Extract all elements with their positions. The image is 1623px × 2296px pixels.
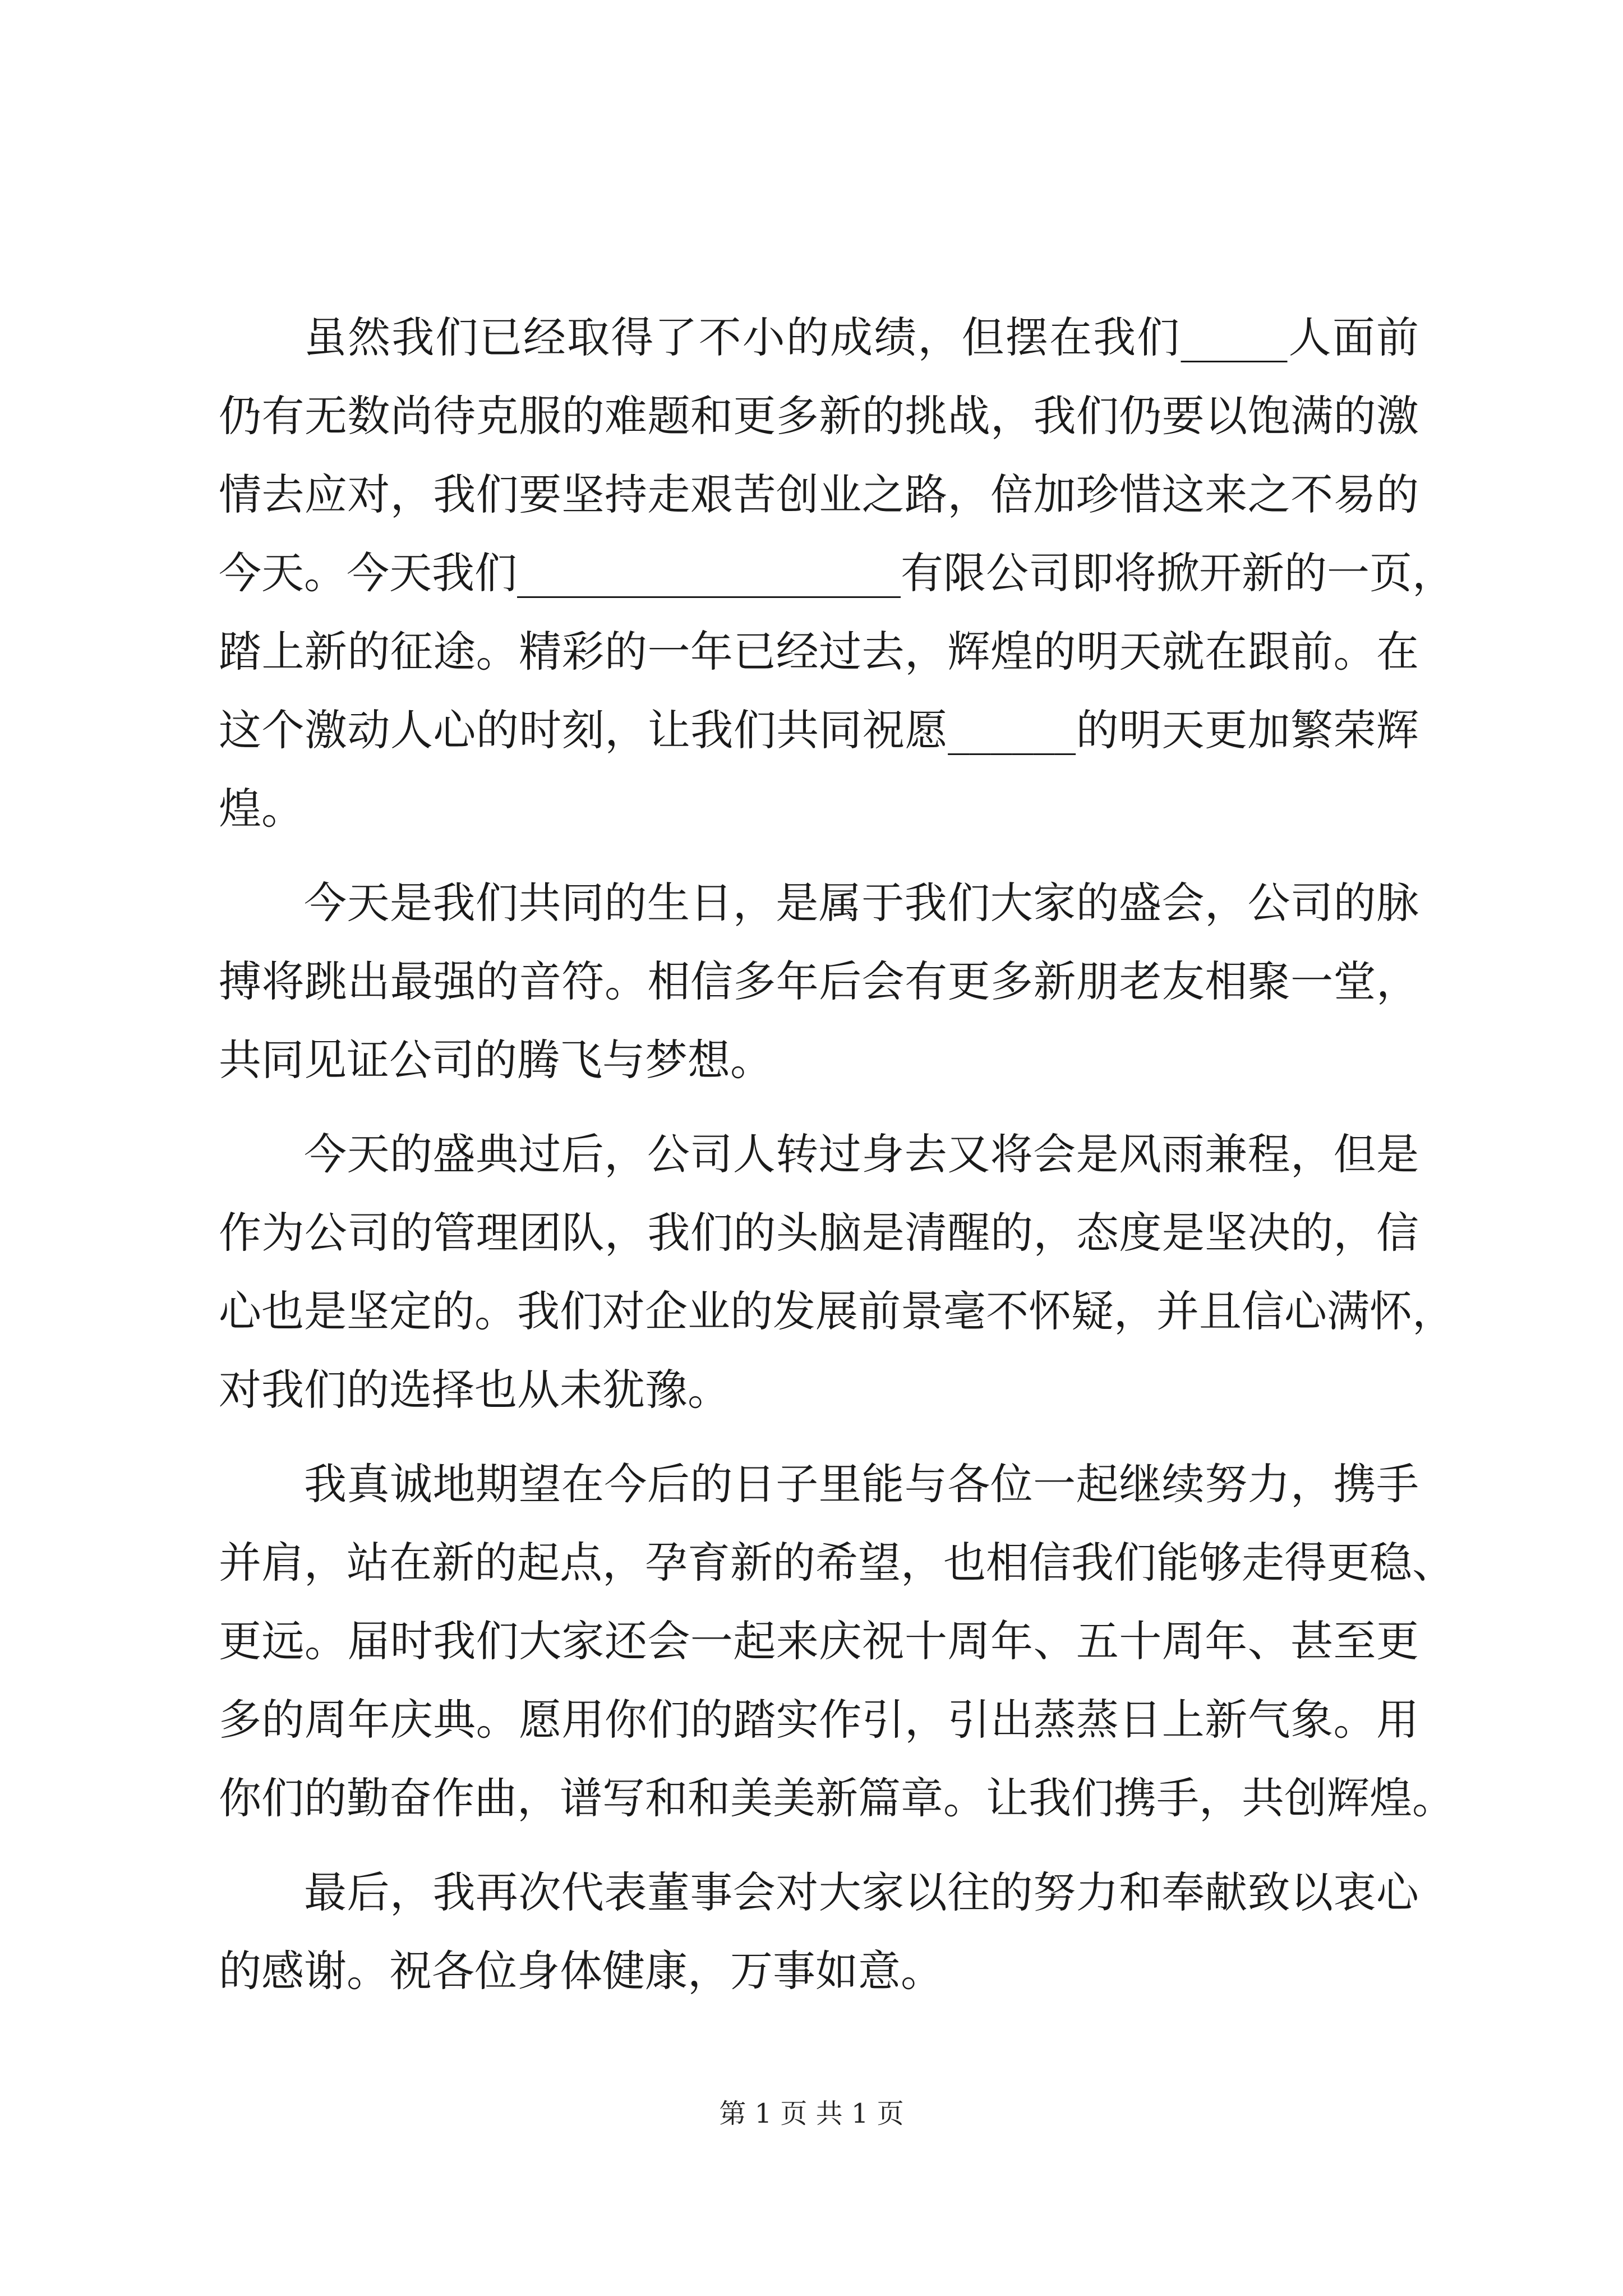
paragraph-line: 的感谢。祝各位身体健康，万事如意。 [219, 1946, 943, 1996]
paragraph-line: 虽然我们已经取得了不小的成绩，但摆在我们_____人面前 [304, 312, 1419, 362]
paragraph-5 [219, 1853, 1419, 2010]
paragraph-line: 对我们的选择也从未犹豫。 [219, 1365, 730, 1415]
paragraph-4 [219, 1445, 1455, 1838]
paragraph-line: 今天。今天我们__________________有限公司即将掀开新的一页， [219, 548, 1455, 598]
paragraph-line: 你们的勤奋作曲，谱写和和美美新篇章。让我们携手，共创辉煌。 [219, 1773, 1455, 1823]
paragraph-line: 这个激动人心的时刻，让我们共同祝愿______的明天更加繁荣辉 [219, 705, 1419, 755]
paragraph-line: 今天的盛典过后，公司人转过身去又将会是风雨兼程，但是 [304, 1129, 1419, 1179]
paragraph-line: 我真诚地期望在今后的日子里能与各位一起继续努力，携手 [304, 1459, 1419, 1509]
paragraph-line: 今天是我们共同的生日，是属于我们大家的盛会，公司的脉 [304, 878, 1419, 928]
paragraph-line: 更远。届时我们大家还会一起来庆祝十周年、五十周年、甚至更 [219, 1616, 1419, 1666]
paragraph-line: 仍有无数尚待克服的难题和更多新的挑战，我们仍要以饱满的激 [219, 391, 1419, 441]
document-body [219, 298, 1455, 2026]
paragraph-1 [219, 298, 1455, 848]
paragraph-line: 最后，我再次代表董事会对大家以往的努力和奉献致以衷心 [304, 1867, 1419, 1917]
paragraph-line: 踏上新的征途。精彩的一年已经过去，辉煌的明天就在跟前。在 [219, 627, 1419, 677]
paragraph-line: 多的周年庆典。愿用你们的踏实作引，引出蒸蒸日上新气象。用 [219, 1695, 1419, 1745]
paragraph-line: 煌。 [219, 784, 304, 834]
paragraph-line: 作为公司的管理团队，我们的头脑是清醒的，态度是坚决的，信 [219, 1208, 1419, 1258]
paragraph-line: 共同见证公司的腾飞与梦想。 [219, 1035, 773, 1085]
page-footer: 第 1 页 共 1 页 [719, 2098, 904, 2129]
paragraph-3 [219, 1115, 1455, 1429]
paragraph-line: 并肩，站在新的起点，孕育新的希望，也相信我们能够走得更稳、 [219, 1538, 1455, 1588]
paragraph-2 [219, 864, 1419, 1099]
paragraph-line: 搏将跳出最强的音符。相信多年后会有更多新朋老友相聚一堂， [219, 956, 1419, 1006]
paragraph-line: 心也是坚定的。我们对企业的发展前景毫不怀疑，并且信心满怀， [219, 1286, 1455, 1336]
paragraph-line: 情去应对，我们要坚持走艰苦创业之路，倍加珍惜这来之不易的 [219, 470, 1419, 519]
